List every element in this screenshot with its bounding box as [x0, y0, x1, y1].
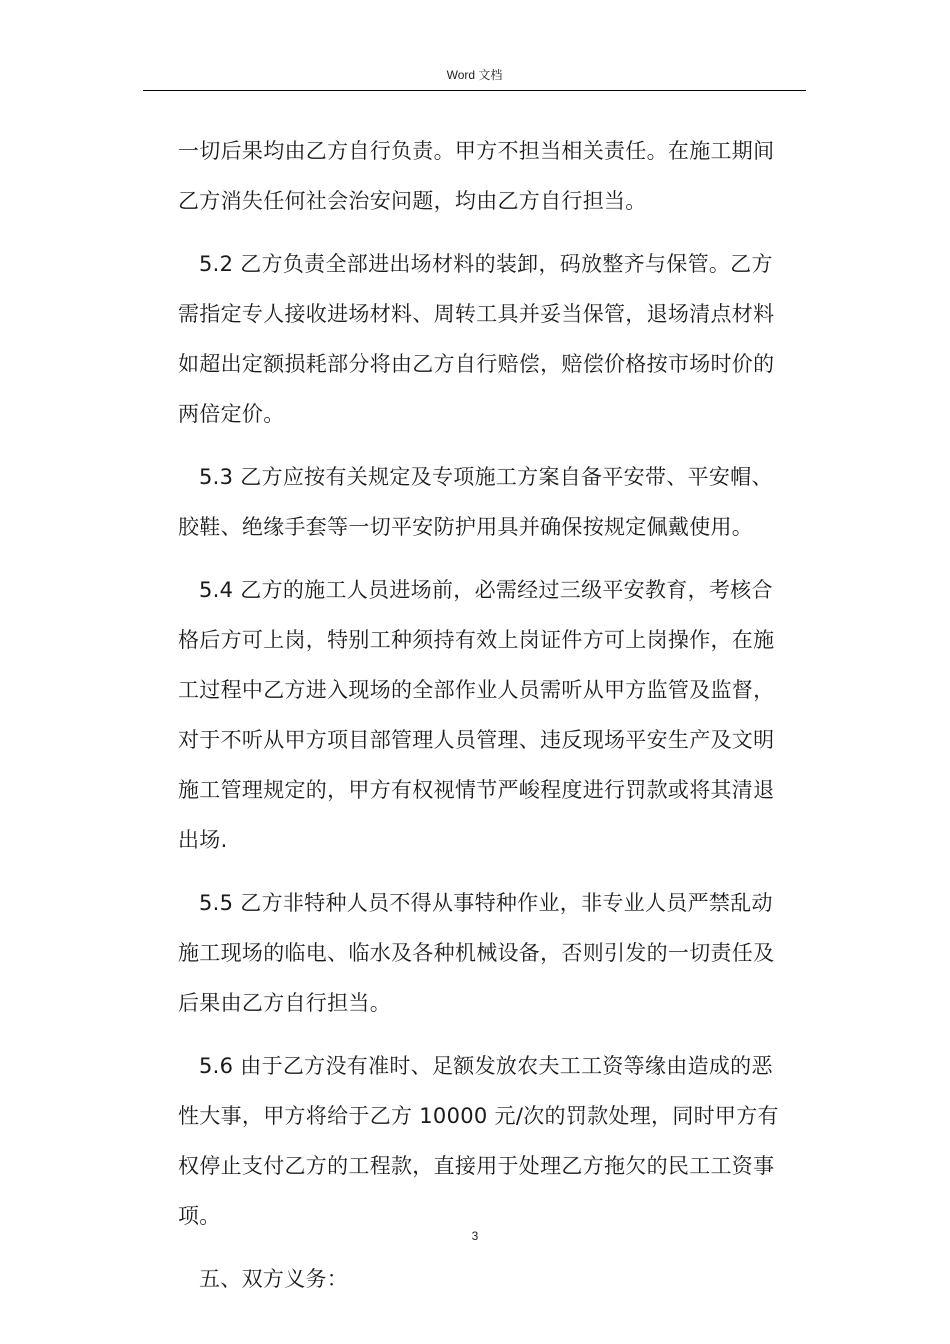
- text-line: 5.2 乙方负责全部进出场材料的装卸，码放整齐与保管。乙方: [199, 252, 773, 276]
- text-line: 乙方消失任何社会治安问题，均由乙方自行担当。: [178, 189, 647, 213]
- text-line: 权停止支付乙方的工程款，直接用于处理乙方拖欠的民工工资事: [178, 1154, 775, 1178]
- paragraph: [178, 1041, 806, 1241]
- document-body: [178, 126, 806, 1304]
- text-line: 格后方可上岗，特别工种须持有效上岗证件方可上岗操作，在施: [178, 628, 775, 652]
- text-line: 5.4 乙方的施工人员进场前，必需经过三级平安教育，考核合: [199, 578, 773, 602]
- paragraph: [178, 565, 806, 865]
- header-title: Word 文档: [446, 68, 503, 82]
- text-line: 如超出定额损耗部分将由乙方自行赔偿，赔偿价格按市场时价的: [178, 352, 775, 376]
- text-line: 工过程中乙方进入现场的全部作业人员需听从甲方监管及监督，: [178, 678, 775, 702]
- text-line: 5.6 由于乙方没有准时、足额发放农夫工工资等缘由造成的恶: [199, 1054, 773, 1078]
- page-number: 3: [471, 1229, 479, 1243]
- text-line: 需指定专人接收进场材料、周转工具并妥当保管，退场清点材料: [178, 302, 775, 326]
- text-line: 胶鞋、绝缘手套等一切平安防护用具并确保按规定佩戴使用。: [178, 515, 754, 539]
- text-line: 出场.: [178, 828, 228, 852]
- text-line: 5.5 乙方非特种人员不得从事特种作业，非专业人员严禁乱动: [199, 891, 773, 915]
- text-line: 项。: [178, 1204, 221, 1228]
- text-line: 两倍定价。: [178, 402, 285, 426]
- page-header: [143, 64, 806, 91]
- text-line: 一切后果均由乙方自行负责。甲方不担当相关责任。在施工期间: [178, 139, 775, 163]
- paragraph: [178, 452, 806, 552]
- text-line: 后果由乙方自行担当。: [178, 991, 391, 1015]
- paragraph: [178, 878, 806, 1028]
- section-heading: 五、双方义务：: [199, 1267, 349, 1291]
- text-line: 施工管理规定的，甲方有权视情节严峻程度进行罚款或将其清退: [178, 778, 775, 802]
- text-line: 施工现场的临电、临水及各种机械设备，否则引发的一切责任及: [178, 941, 775, 965]
- text-line: 性大事，甲方将给于乙方 10000 元/次的罚款处理，同时甲方有: [178, 1104, 779, 1128]
- paragraph: [178, 126, 806, 226]
- text-line: 5.3 乙方应按有关规定及专项施工方案自备平安带、平安帽、: [199, 465, 773, 489]
- paragraph: [178, 239, 806, 439]
- paragraph: [178, 1254, 806, 1304]
- text-line: 对于不听从甲方项目部管理人员管理、违反现场平安生产及文明: [178, 728, 775, 752]
